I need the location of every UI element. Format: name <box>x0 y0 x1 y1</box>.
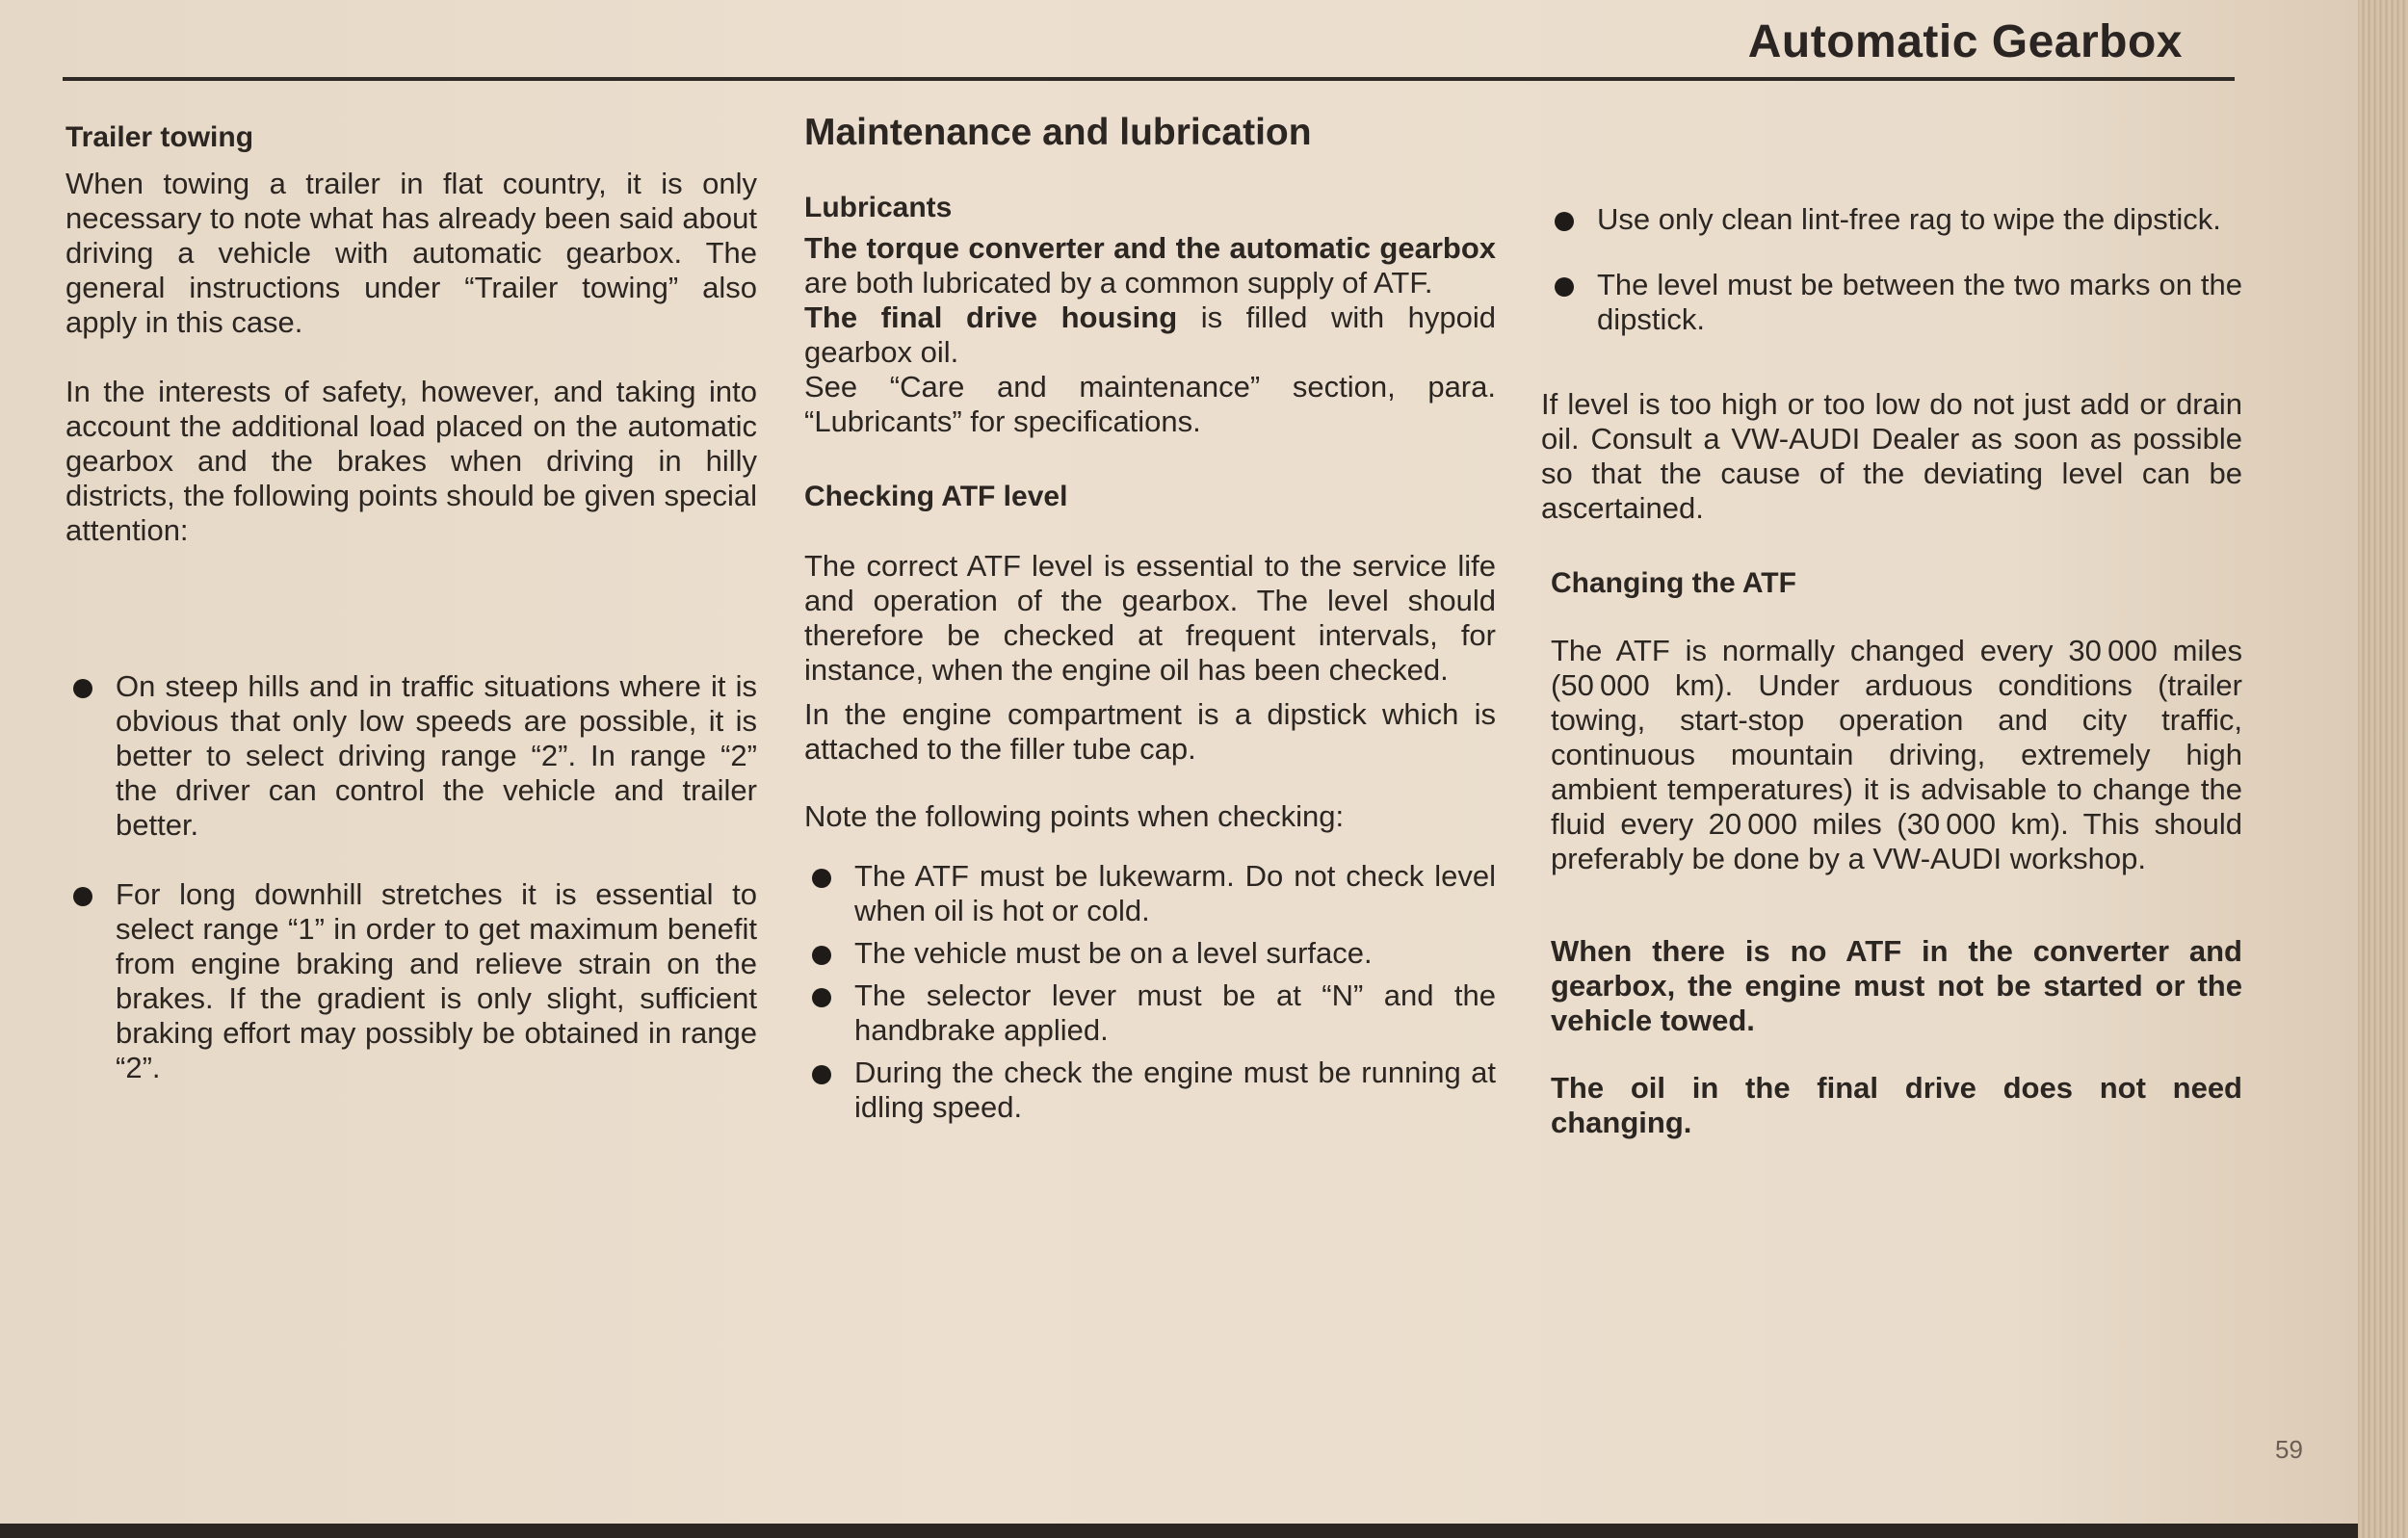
checking-atf-heading: Checking ATF level <box>804 481 1068 512</box>
list-item: The selector lever must be at “N” and the handbrake applied. <box>804 978 1496 1048</box>
header-rule <box>63 77 2235 81</box>
lubricants-bold-1: The torque converter and the automatic gearbox <box>804 231 1496 265</box>
lubricants-heading: Lubricants <box>804 192 953 223</box>
column-maintenance <box>804 112 1496 1125</box>
changing-atf-heading: Changing the ATF <box>1551 567 1796 599</box>
list-item: On steep hills and in traffic situations where it is obvious that only low speeds are possible, it is better to select driving range “2”. In range “2” the driver can control the vehicle and trailer better. <box>65 669 757 843</box>
list-item: The vehicle must be on a level surface. <box>804 936 1496 971</box>
warning-final-drive: The oil in the final drive does not need changing. <box>1551 1071 2242 1139</box>
lubricants-paragraph-2 <box>804 300 1496 370</box>
maintenance-heading: Maintenance and lubrication <box>804 112 1312 153</box>
level-paragraph: If level is too high or too low do not just add or drain oil. Consult a VW-AUDI Dealer as soon as possible so that the cause of the deviating level can be ascertained. <box>1541 387 2242 525</box>
dipstick-list <box>1547 202 2242 337</box>
warning-no-atf: When there is no ATF in the converter and gearbox, the engine must not be started or the vehicle towed. <box>1551 934 2242 1037</box>
checking-paragraph-1: The correct ATF level is essential to the service life and operation of the gearbox. The level should therefore be checked at frequent intervals, for instance, when the engine oil has been checked. <box>804 549 1496 687</box>
lubricants-text-2: is filled with hypoid gearbox oil. <box>804 300 1496 369</box>
section-title: Automatic Gearbox <box>1747 16 2183 67</box>
trailer-towing-paragraph-2: In the interests of safety, however, and taking into account the additional load placed on the automatic gearbox and the brakes when driving in hilly districts, the following points should be given special attention: <box>65 375 757 547</box>
list-item: During the check the engine must be running at idling speed. <box>804 1056 1496 1125</box>
lubricants-bold-2: The final drive housing <box>804 300 1178 334</box>
checking-list <box>804 859 1496 1125</box>
changing-paragraph: The ATF is normally changed every 30 000 miles (50 000 km). Under arduous conditions (trailer towing, start-stop operation and city traffic, continuous mountain driving, extremely high ambient temperatures) it is advisable to change the fluid every 20 000 miles (30 000 km). This should preferably be done by a VW-AUDI workshop. <box>1551 634 2242 875</box>
lubricants-paragraph-1 <box>804 231 1496 300</box>
list-item: Use only clean lint-free rag to wipe the dipstick. <box>1547 202 2242 237</box>
lubricants-paragraph-3: See “Care and maintenance” section, para. “Lubricants” for specifications. <box>804 370 1496 438</box>
list-item: The ATF must be lukewarm. Do not check level when oil is hot or cold. <box>804 859 1496 928</box>
column-atf <box>1541 202 2242 1140</box>
trailer-towing-paragraph-1: When towing a trailer in flat country, it is only necessary to note what has already been said about driving a vehicle with automatic gearbox. The general instructions under “Trailer towing” also apply in this case. <box>65 167 757 339</box>
page-number: 59 <box>2275 1435 2303 1464</box>
column-trailer-towing <box>65 120 757 1085</box>
list-item: The level must be between the two marks on the dipstick. <box>1547 268 2242 337</box>
list-item: For long downhill stretches it is essential to select range “1” in order to get maximum benefit from engine braking and relieve strain on the brakes. If the gradient is only slight, sufficient braking effort may possibly be obtained in range “2”. <box>65 877 757 1085</box>
page-edge <box>2358 0 2408 1538</box>
trailer-towing-heading: Trailer towing <box>65 121 254 153</box>
checking-paragraph-3: Note the following points when checking: <box>804 799 1345 833</box>
checking-paragraph-2: In the engine compartment is a dipstick which is attached to the filler tube cap. <box>804 697 1496 766</box>
lubricants-text-1: are both lubricated by a common supply of ATF. <box>804 266 1433 300</box>
trailer-towing-list <box>65 669 757 1085</box>
